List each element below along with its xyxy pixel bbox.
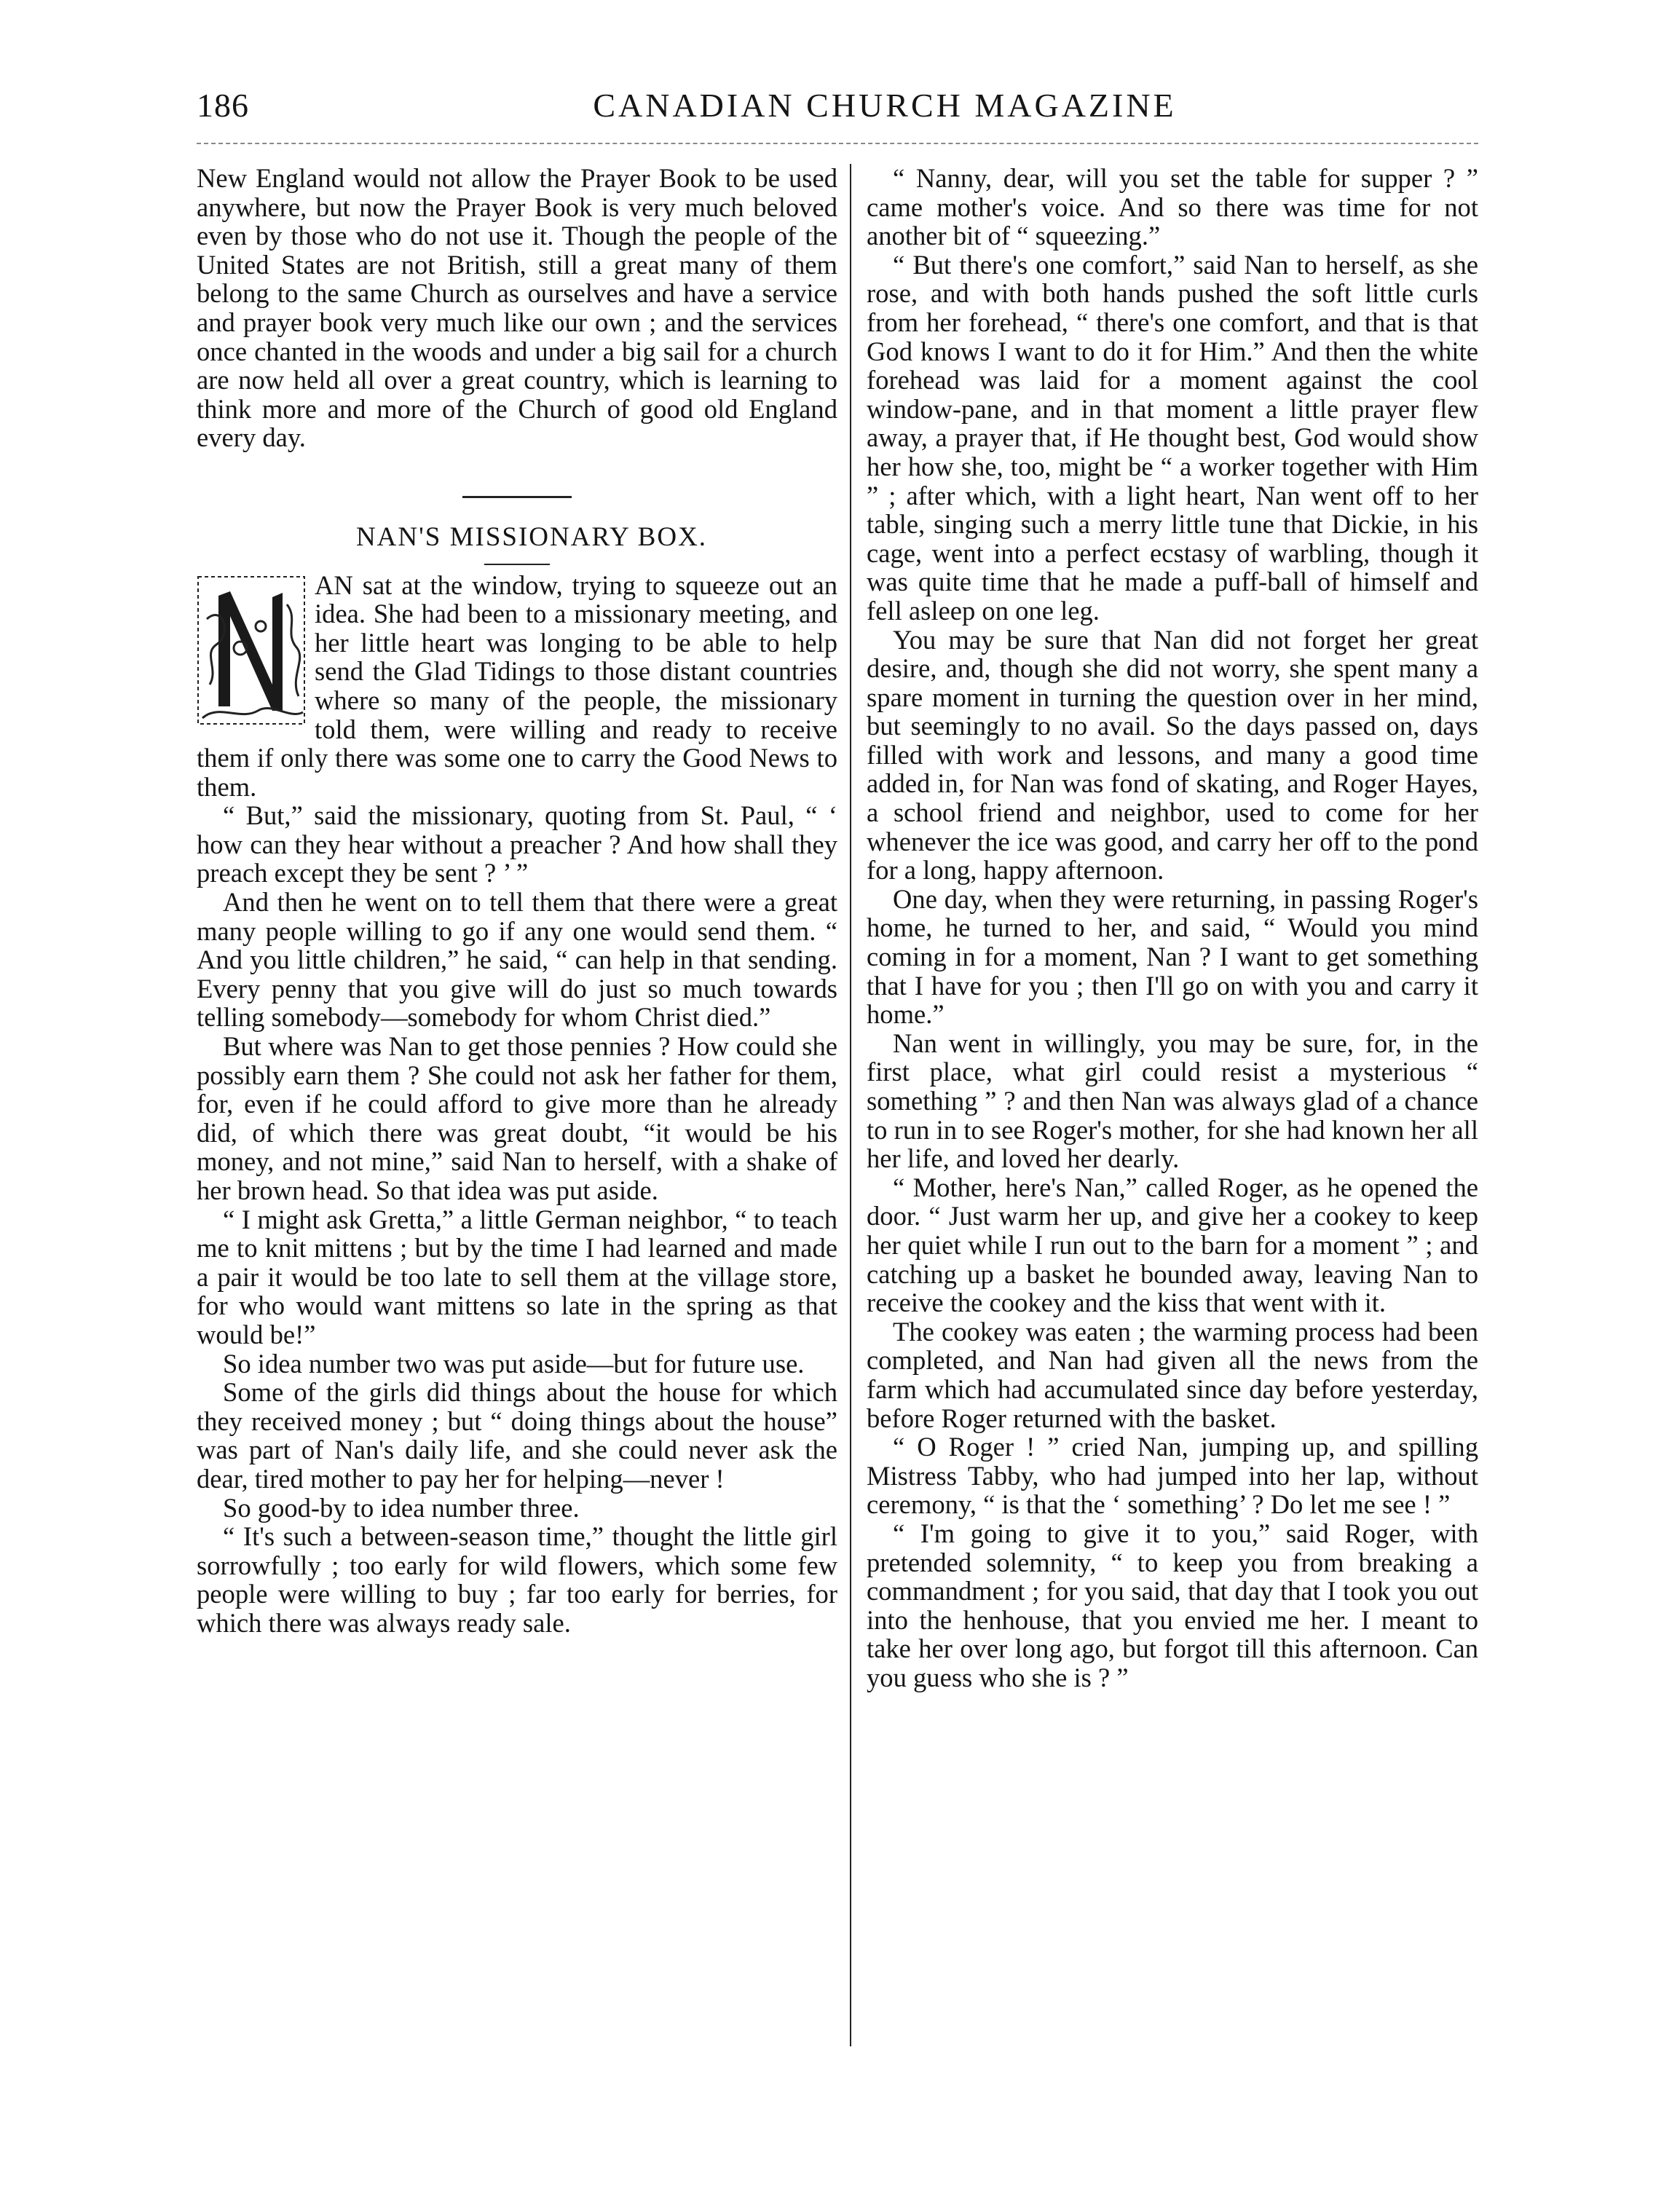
article-paragraph: One day, when they were returning, in passing Roger's home, he turned to her, and said, “ Would you mind coming in for a moment, Nan ? I want to get something that I have for you ; then I'll go on with you and carry it home.” [867, 883, 1478, 1030]
running-head: CANADIAN CHURCH MAGAZINE [593, 87, 1177, 124]
article-paragraph: “ I'm going to give it to you,” said Roger, with pretended solemnity, “ to keep you from breaking a commandment ; for you said, that day that I took you out into the henhouse, that you envied me her. I meant to take her over long ago, but forgot till this afternoon. Can you guess who she is ? ” [867, 1518, 1478, 1692]
article-paragraph: “ Nanny, dear, will you set the table for supper ? ” came mother's voice. And so there was time for not another bit of “ squeezing.” [867, 163, 1478, 251]
article-paragraph [197, 571, 837, 802]
header-rule [197, 143, 1478, 144]
article-paragraph: Nan went in willingly, you may be sure, for, in the first place, what girl could resist a mysterious “ something ” ? and then Nan was always glad of a chance to run in to see Roger's mother, for she had known her all her life, and loved her dearly. [867, 1028, 1478, 1174]
title-rule [484, 564, 550, 565]
article-paragraph: So idea number two was put aside—but for future use. [223, 1348, 805, 1379]
article-paragraph: “ I might ask Gretta,” a little German neighbor, “ to teach me to knit mittens ; but by the time I had learned and made a pair it would be too late to sell them at the village store, for who would want mittens so late in the spring as that would be!” [197, 1204, 837, 1349]
article-paragraph: You may be sure that Nan did not forget her great desire, and, though she did not worry, she spent many a spare moment in turning the question over in her mind, but seemingly to no avail. So the days passed on, days filled with work and lessons, and many a good time added in, for Nan was fond of skating, and Roger Hayes, a school friend and neighbor, used to come for her whenever the ice was good, and carry her off to the pond for a long, happy afternoon. [867, 624, 1478, 886]
page-number: 186 [197, 87, 249, 124]
left-column [197, 164, 837, 1638]
first-paragraph-text: AN sat at the window, trying to squeeze out an idea. She had been to a missionary meeting, and her little heart was longing to be able to help send the Glad Tidings to those distant countries where so many of the people, the missionary told them, were willing and ready to receive them if only there was some one to carry the Good News to them. [197, 569, 837, 802]
article-paragraph: And then he went on to tell them that there were a great many people willing to go if any one would send them. “ And you little children,” he said, “ can help in that sending. Every penny that you give will do just so much towards telling somebody—somebody for whom Christ died.” [197, 887, 837, 1033]
article-paragraph: “ It's such a between-season time,” thought the little girl sorrowfully ; too early for wild flowers, which some few people were willing to buy ; far too early for berries, for which there was always ready sale. [197, 1521, 837, 1638]
ornamental-letter-n-icon [197, 575, 306, 725]
article-paragraph: Some of the girls did things about the house for which they received money ; but “ doing things about the house” was part of Nan's daily life, and she could never ask the dear, tired mother to pay her for helping—never ! [197, 1377, 837, 1494]
article-paragraph: “ But there's one comfort,” said Nan to herself, as she rose, and with both hands pushed the soft little curls from her forehead, “ there's one comfort, and that is that God knows I want to do it for Him.” And then the white forehead was laid for a moment against the cool window-pane, and in that moment a little prayer flew away, a prayer that, if He thought best, God would show her how she, too, might be “ a worker together with Him ” ; after which, with a light heart, Nan went off to her table, singing such a merry little tune that Dickie, in his cage, went into a perfect ecstasy of warbling, though it was quite time that he made a puff-ball of himself and fell asleep on one leg. [867, 249, 1478, 626]
page-header [197, 86, 1478, 137]
article-paragraph: “ But,” said the missionary, quoting from St. Paul, “ ‘ how can they hear without a preacher ? And how shall they preach except they be sent ? ’ ” [197, 800, 837, 888]
article-paragraph: But where was Nan to get those pennies ? How could she possibly earn them ? She could not ask her father for them, for, even if he could afford to give more than he already did, of which there was great doubt, “it would be his money, and not mine,” said Nan to herself, with a shake of her brown head. So that idea was put aside. [197, 1031, 837, 1205]
article-paragraph: So good-by to idea number three. [223, 1492, 580, 1523]
column-divider [850, 164, 851, 2046]
article-paragraph: “ O Roger ! ” cried Nan, jumping up, and spilling Mistress Tabby, who had jumped into her lap, without ceremony, “ is that the ‘ something’ ? Do let me see ! ” [867, 1432, 1478, 1520]
right-column [867, 164, 1478, 1692]
article-paragraph: The cookey was eaten ; the warming process had been completed, and Nan had given all the news from the farm which had accumulated since day before yesterday, before Roger returned with the basket. [867, 1316, 1478, 1433]
intro-paragraph: New England would not allow the Prayer Book to be used anywhere, but now the Prayer Book is very much beloved even by those who do not use it. Though the people of the United States are not British, still a great many of them belong to the same Church as ourselves and have a service and prayer book very much like our own ; and the services once chanted in the woods and under a big sail for a church are now held all over a great country, which is learning to think more and more of the Church of good old England every day. [197, 163, 837, 453]
article-paragraph: “ Mother, here's Nan,” called Roger, as he opened the door. “ Just warm her up, and give her a cookey to keep her quiet while I run out to the barn for a moment ” ; and catching up a basket he bounded away, leaving Nan to receive the cookey and the kiss that went with it. [867, 1172, 1478, 1318]
article-title: NAN'S MISSIONARY BOX. [355, 521, 708, 552]
section-divider [462, 496, 572, 498]
